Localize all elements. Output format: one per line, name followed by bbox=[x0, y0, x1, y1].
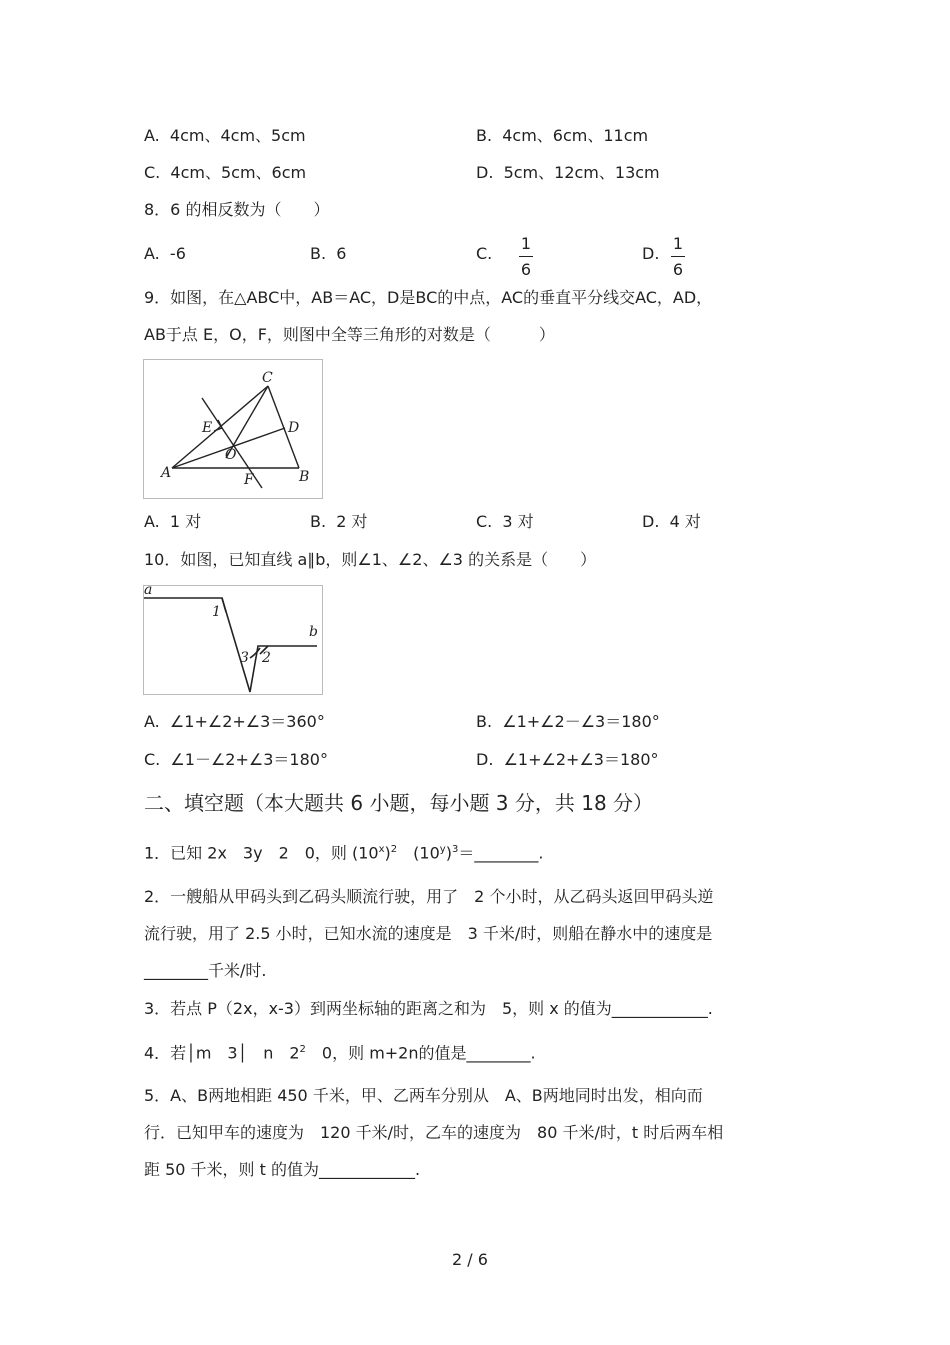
q10-option-a: A. ∠1+∠2+∠3＝360° bbox=[144, 712, 325, 731]
label-a: A bbox=[161, 465, 172, 481]
q8-option-a: A. -6 bbox=[144, 244, 186, 263]
fill-1-sup-3: 3 bbox=[451, 844, 459, 855]
fill-question-5-line1: 5．A、B两地相距 450 千米，甲、乙两车分别从 A、B两地同时出发，相向而 bbox=[144, 1086, 703, 1105]
q7-option-a: A. 4cm、4cm、5cm bbox=[144, 126, 306, 145]
label-line-a: a bbox=[144, 586, 153, 598]
angle-3-mark bbox=[250, 648, 260, 658]
fill-1-sup-2: 2 bbox=[390, 844, 398, 855]
q10-parallel-lines-figure bbox=[143, 585, 323, 695]
q9-option-d: D. 4 对 bbox=[642, 512, 701, 531]
fill-question-2-line1: 2．一艘船从甲码头到乙码头顺流行驶，用了 2 个小时，从乙码头返回甲码头逆 bbox=[144, 887, 714, 906]
fraction-numerator: 1 bbox=[672, 234, 684, 253]
q10-option-c: C. ∠1－∠2+∠3＝180° bbox=[144, 750, 328, 769]
q7-option-b: B. 4cm、6cm、11cm bbox=[476, 126, 649, 145]
q10-option-d: D. ∠1+∠2+∠3＝180° bbox=[476, 750, 659, 769]
broken-line-path bbox=[144, 598, 317, 692]
fill-1-mid3: ) bbox=[445, 843, 452, 863]
label-line-b: b bbox=[309, 624, 318, 640]
fraction-numerator: 1 bbox=[520, 234, 532, 253]
q8-option-d-label: D. bbox=[642, 244, 660, 263]
fill-1-mid1: ) bbox=[384, 843, 391, 863]
segment-ac bbox=[172, 386, 268, 468]
fill-4-sup: 2 bbox=[299, 1044, 306, 1055]
fill-1-sup-x: x bbox=[378, 844, 385, 855]
q9-option-b: B. 2 对 bbox=[310, 512, 368, 531]
q9-triangle-diagram bbox=[144, 360, 322, 498]
label-angle-2: 2 bbox=[262, 650, 271, 666]
label-f: F bbox=[244, 472, 254, 488]
fill-1-sup-y: y bbox=[439, 844, 446, 855]
q10-stem: 10．如图，已知直线 a∥b，则∠1、∠2、∠3 的关系是（ ） bbox=[144, 550, 597, 569]
fill-question-5-line2: 行．已知甲车的速度为 120 千米/时，乙车的速度为 80 千米/时，t 时后两车相 bbox=[144, 1123, 724, 1142]
label-angle-3: 3 bbox=[240, 650, 249, 666]
fill-1-pre: 1．已知 2x 3y 2 0，则 (10 bbox=[144, 843, 379, 863]
q10-parallel-lines-diagram bbox=[144, 586, 322, 694]
fraction-bar bbox=[671, 256, 685, 257]
q9-stem-line2: AB于点 E，O，F，则图中全等三角形的对数是（ ） bbox=[144, 325, 555, 344]
fraction-denominator: 6 bbox=[672, 260, 684, 279]
q8-stem: 8．6 的相反数为（ ） bbox=[144, 200, 330, 219]
fill-1-mid2: (10 bbox=[397, 843, 440, 863]
label-b: B bbox=[299, 469, 310, 485]
label-d: D bbox=[288, 420, 300, 436]
q8-option-c-label: C. bbox=[476, 244, 493, 263]
q9-option-c: C. 3 对 bbox=[476, 512, 534, 531]
q7-option-c: C. 4cm、5cm、6cm bbox=[144, 163, 307, 182]
section-2-title: 二、填空题（本大题共 6 小题，每小题 3 分，共 18 分） bbox=[144, 791, 654, 815]
fill-question-3: 3．若点 P（2x，x-3）到两坐标轴的距离之和为 5，则 x 的值为____________. bbox=[144, 999, 713, 1018]
fraction-bar bbox=[519, 256, 533, 257]
fill-question-4 bbox=[144, 1045, 536, 1061]
q9-triangle-figure bbox=[143, 359, 323, 499]
fill-question-2-line2: 流行驶，用了 2.5 小时，已知水流的速度是 3 千米/时，则船在静水中的速度是 bbox=[144, 924, 713, 943]
q8-option-b: B. 6 bbox=[310, 244, 347, 263]
q9-stem-line1: 9．如图，在△ABC中，AB＝AC，D是BC的中点，AC的垂直平分线交AC，AD， bbox=[144, 288, 713, 307]
label-angle-1: 1 bbox=[212, 604, 221, 620]
label-o: O bbox=[225, 447, 237, 463]
q10-option-b: B. ∠1+∠2－∠3＝180° bbox=[476, 712, 660, 731]
label-e: E bbox=[202, 420, 213, 436]
fill-question-5-line3: 距 50 千米，则 t 的值为____________. bbox=[144, 1160, 421, 1179]
fill-question-2-line3: ________千米/时. bbox=[144, 961, 267, 980]
fill-4-pre: 4．若│m 3│ n 2 bbox=[144, 1043, 300, 1063]
angle-1-mark bbox=[222, 598, 226, 612]
fill-question-1 bbox=[144, 845, 543, 861]
q7-option-d: D. 5cm、12cm、13cm bbox=[476, 163, 660, 182]
q9-option-a: A. 1 对 bbox=[144, 512, 202, 531]
label-c: C bbox=[262, 370, 273, 386]
fill-1-post: ＝________. bbox=[458, 843, 544, 863]
fraction-denominator: 6 bbox=[520, 260, 532, 279]
page-number: 2 / 6 bbox=[452, 1250, 488, 1269]
fill-4-post: 0，则 m+2n的值是________. bbox=[305, 1043, 536, 1063]
